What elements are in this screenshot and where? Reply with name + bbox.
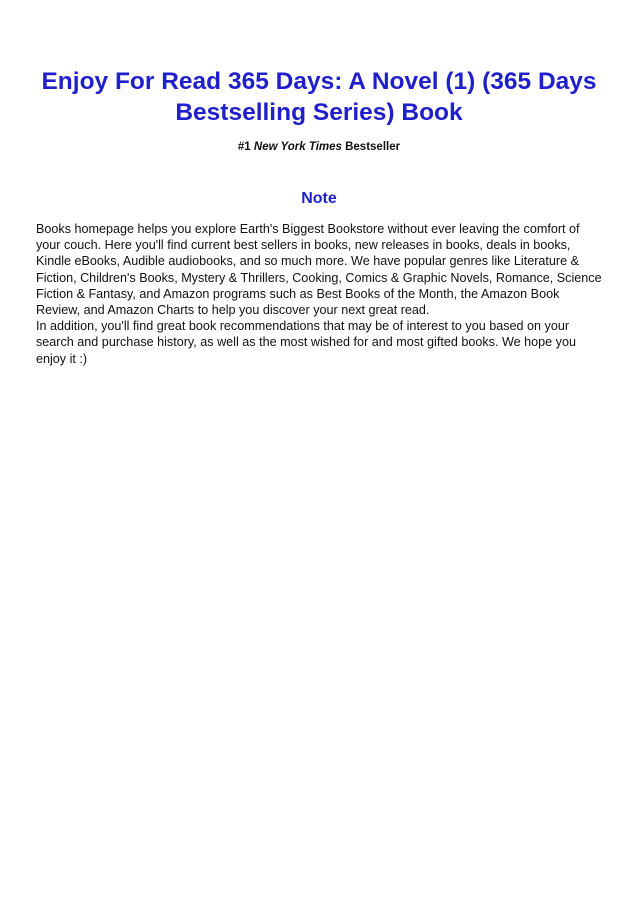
tagline-suffix: Bestseller (341, 141, 401, 153)
tagline-prefix: #1 (237, 141, 254, 153)
note-heading: Note (301, 190, 337, 207)
document-title: Enjoy For Read 365 Days: A Novel (1) (365 Days Bestselling Series) Book (41, 68, 597, 126)
note-paragraph: In addition, you'll find great book recommendations that may be of interest to you based on your search and purchase history, as well as the most wished for and most gifted books. We hope you enjoy it :) (36, 319, 576, 366)
bestseller-tagline (40, 140, 598, 154)
note-body (36, 221, 602, 367)
note-paragraph: Books homepage helps you explore Earth's Biggest Bookstore without ever leaving the comfort of your couch. Here you'll find current best sellers in books, new releases in books, deals in books, Kindle eBooks, Audible audiobooks, and so much more. We have popular genres like Literature & Fiction, Children's Books, Mystery & Thrillers, Cooking, Comics & Graphic Novels, Romance, Science Fiction & Fantasy, and Amazon programs such as Best Books of the Month, the Amazon Book Review, and Amazon Charts to help you discover your next great read. (36, 222, 602, 318)
tagline-emphasis: New York Times (253, 141, 342, 153)
